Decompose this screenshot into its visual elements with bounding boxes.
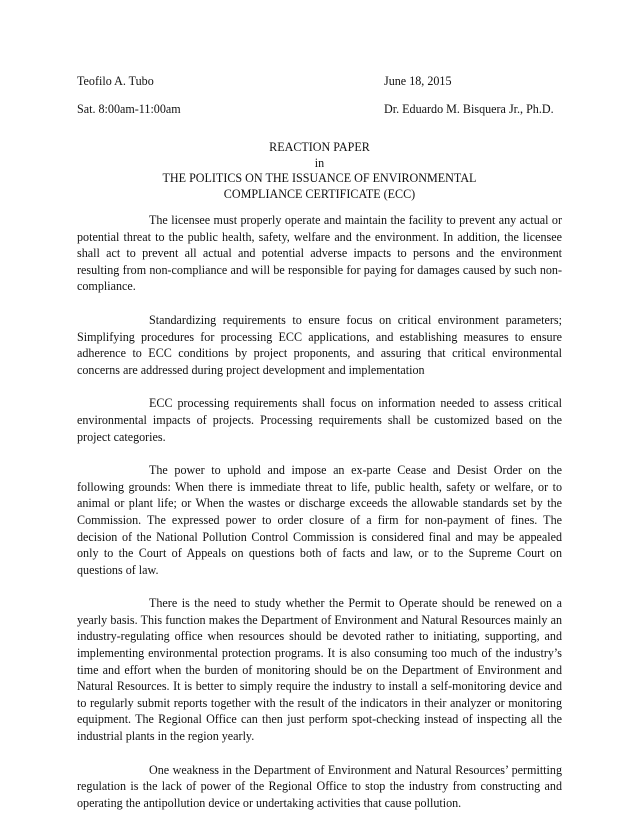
- paragraph-5: There is the need to study whether the Permit to Operate should be renewed on a yearly basis. This function makes the Department of Environment and Natural Resources mainly an industry-regulating office when resources should be devoted rather to initiating, supporting, and implementing environmental protection programs. It is also consuming too much of the industry’s time and effort when the burden of monitoring should be on the Department of Environment and Natural Resources. It is better to simply require the industry to install a self-monitoring device and to regularly submit reports together with the result of the indicators in their analyzer or monitoring equipment. The Regional Office can then just perform spot-checking instead of inspecting all the industrial plants in the region yearly.: [77, 596, 562, 744]
- document-title: [77, 140, 562, 202]
- student-name: Teofilo A. Tubo: [77, 74, 154, 88]
- title-line-1: REACTION PAPER: [269, 140, 370, 154]
- title-line-2: in: [314, 155, 325, 170]
- paragraph-1: The licensee must properly operate and maintain the facility to prevent any actual or potential threat to the public health, safety, welfare and the environment. In addition, the licensee shall act to prevent all actual and potential adverse impacts to persons and the environment resulting from non-compliance and will be responsible for paying for damages caused by such non-compliance.: [77, 213, 562, 294]
- paragraph-4: The power to uphold and impose an ex-parte Cease and Desist Order on the following grounds: When there is immediate threat to life, public health, safety or welfare, or to animal or plant life; or When the wastes or discharge exceeds the allowable standards set by the Commission. The expressed power to order closure of a firm for non-payment of fines. The decision of the National Pollution Control Commission is considered final and may be appealed only to the Court of Appeals on questions both of facts and law, or to the Supreme Court on questions of law.: [77, 463, 562, 577]
- document-body: [77, 212, 562, 828]
- paragraph-2: Standardizing requirements to ensure focus on critical environment parameters; Simplifying procedures for processing ECC applications, and establishing measures to ensure adherence to ECC conditions by project proponents, and assuring that critical environmental concerns are addressed during project development and implementation: [77, 312, 562, 377]
- title-line-4: COMPLIANCE CERTIFICATE (ECC): [223, 186, 416, 201]
- paper-date: June 18, 2015: [384, 74, 452, 88]
- header-row-1: [77, 73, 562, 90]
- paragraph-6: One weakness in the Department of Environment and Natural Resources’ permitting regulation is the lack of power of the Regional Office to stop the industry from constructing and operating the antipollution device or undertaking activities that cause pollution.: [77, 762, 562, 810]
- header-row-2: [77, 101, 562, 118]
- instructor-name: Dr. Eduardo M. Bisquera Jr., Ph.D.: [384, 102, 554, 116]
- class-schedule: Sat. 8:00am-11:00am: [77, 102, 181, 116]
- paragraph-3: ECC processing requirements shall focus on information needed to assess critical environmental impacts of projects. Processing requirements shall be customized based on the project categories.: [77, 396, 562, 444]
- title-line-3: THE POLITICS ON THE ISSUANCE OF ENVIRONMENTAL: [162, 171, 477, 185]
